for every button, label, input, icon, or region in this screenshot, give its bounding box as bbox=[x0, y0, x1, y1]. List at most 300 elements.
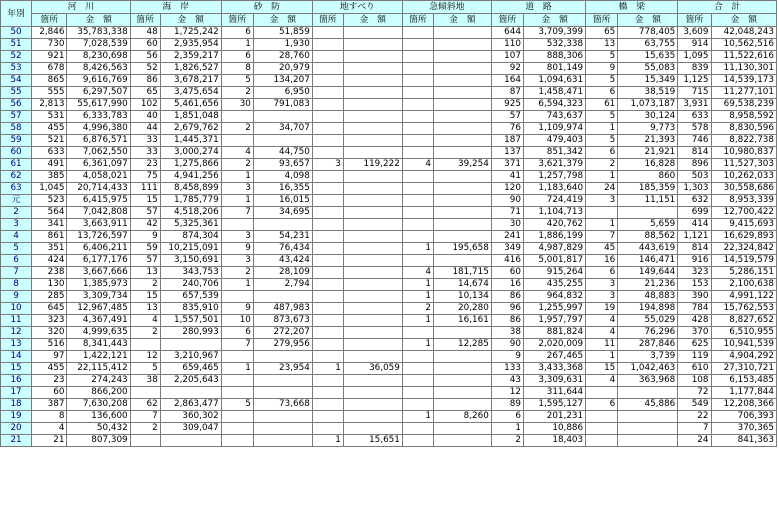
count-cell-road: 349 bbox=[491, 243, 523, 255]
amount-cell-total: 42,048,243 bbox=[711, 27, 777, 39]
count-cell-sabo: 6 bbox=[221, 327, 253, 339]
count-cell-sabo bbox=[221, 435, 253, 447]
year-cell: 19 bbox=[1, 411, 32, 423]
count-cell-total: 3,609 bbox=[678, 27, 711, 39]
count-cell-bridge: 5 bbox=[586, 111, 618, 123]
count-cell-bridge: 45 bbox=[586, 243, 618, 255]
count-cell-sabo: 1 bbox=[221, 363, 253, 375]
count-cell-steep-slope bbox=[402, 51, 433, 63]
table-row bbox=[1, 231, 777, 243]
count-cell-river: 130 bbox=[32, 279, 67, 291]
count-cell-steep-slope bbox=[402, 435, 433, 447]
amount-header-river: 金 額 bbox=[67, 14, 130, 27]
count-cell-road: 87 bbox=[491, 87, 523, 99]
count-cell-bridge: 3 bbox=[586, 195, 618, 207]
amount-cell-sabo: 791,083 bbox=[253, 99, 312, 111]
amount-cell-coast: 2,359,217 bbox=[160, 51, 221, 63]
count-cell-landslide bbox=[312, 351, 343, 363]
count-cell-bridge: 9 bbox=[586, 63, 618, 75]
count-cell-sabo: 3 bbox=[221, 231, 253, 243]
amount-cell-road: 479,403 bbox=[523, 135, 585, 147]
amount-cell-sabo: 20,979 bbox=[253, 63, 312, 75]
amount-cell-total: 6,153,485 bbox=[711, 375, 777, 387]
count-cell-total: 503 bbox=[678, 171, 711, 183]
count-cell-landslide bbox=[312, 51, 343, 63]
amount-cell-bridge: 21,393 bbox=[618, 135, 678, 147]
count-cell-sabo: 4 bbox=[221, 147, 253, 159]
count-cell-bridge: 6 bbox=[586, 399, 618, 411]
count-cell-steep-slope bbox=[402, 351, 433, 363]
amount-cell-bridge: 63,755 bbox=[618, 39, 678, 51]
header-subcolumn-row bbox=[1, 14, 777, 27]
amount-cell-bridge: 287,846 bbox=[618, 339, 678, 351]
amount-cell-total: 9,415,693 bbox=[711, 219, 777, 231]
count-cell-steep-slope: 1 bbox=[402, 315, 433, 327]
amount-cell-landslide bbox=[343, 399, 402, 411]
amount-cell-total: 11,522,616 bbox=[711, 51, 777, 63]
count-cell-landslide bbox=[312, 303, 343, 315]
amount-cell-coast: 280,993 bbox=[160, 327, 221, 339]
count-cell-sabo: 6 bbox=[221, 27, 253, 39]
amount-cell-river: 3,663,911 bbox=[67, 219, 130, 231]
count-cell-sabo: 1 bbox=[221, 195, 253, 207]
count-cell-total: 1,303 bbox=[678, 183, 711, 195]
amount-cell-sabo: 51,859 bbox=[253, 27, 312, 39]
year-cell: 21 bbox=[1, 435, 32, 447]
amount-cell-sabo: 93,657 bbox=[253, 159, 312, 171]
count-cell-sabo bbox=[221, 219, 253, 231]
year-cell: 2 bbox=[1, 207, 32, 219]
amount-cell-landslide bbox=[343, 147, 402, 159]
amount-cell-sabo bbox=[253, 411, 312, 423]
count-cell-total: 625 bbox=[678, 339, 711, 351]
count-cell-road: 43 bbox=[491, 375, 523, 387]
year-cell: 4 bbox=[1, 231, 32, 243]
count-cell-sabo: 1 bbox=[221, 279, 253, 291]
amount-cell-river: 6,406,211 bbox=[67, 243, 130, 255]
amount-cell-river: 7,630,208 bbox=[67, 399, 130, 411]
count-cell-coast: 48 bbox=[130, 27, 160, 39]
count-cell-river: 23 bbox=[32, 375, 67, 387]
amount-cell-road: 1,255,997 bbox=[523, 303, 585, 315]
amount-cell-road: 1,094,631 bbox=[523, 75, 585, 87]
count-cell-total: 1,095 bbox=[678, 51, 711, 63]
amount-cell-bridge bbox=[618, 207, 678, 219]
count-cell-total: 632 bbox=[678, 195, 711, 207]
table-row bbox=[1, 291, 777, 303]
count-cell-landslide bbox=[312, 219, 343, 231]
count-cell-river: 564 bbox=[32, 207, 67, 219]
amount-cell-coast: 309,047 bbox=[160, 423, 221, 435]
count-cell-bridge: 11 bbox=[586, 339, 618, 351]
count-cell-sabo: 5 bbox=[221, 399, 253, 411]
count-cell-sabo: 10 bbox=[221, 315, 253, 327]
amount-cell-river: 12,967,485 bbox=[67, 303, 130, 315]
amount-cell-sabo bbox=[253, 375, 312, 387]
year-cell: 52 bbox=[1, 51, 32, 63]
count-cell-total: 746 bbox=[678, 135, 711, 147]
amount-cell-steep-slope: 10,134 bbox=[433, 291, 491, 303]
amount-cell-bridge: 185,359 bbox=[618, 183, 678, 195]
amount-cell-coast: 1,557,501 bbox=[160, 315, 221, 327]
year-cell: 50 bbox=[1, 27, 32, 39]
amount-cell-total: 10,562,516 bbox=[711, 39, 777, 51]
amount-cell-sabo bbox=[253, 291, 312, 303]
amount-cell-river: 6,361,097 bbox=[67, 159, 130, 171]
count-cell-coast: 44 bbox=[130, 123, 160, 135]
amount-cell-river: 866,200 bbox=[67, 387, 130, 399]
count-cell-landslide bbox=[312, 183, 343, 195]
count-cell-bridge: 6 bbox=[586, 147, 618, 159]
amount-cell-total: 10,262,033 bbox=[711, 171, 777, 183]
amount-cell-steep-slope bbox=[433, 399, 491, 411]
table-row bbox=[1, 39, 777, 51]
amount-cell-coast: 1,275,866 bbox=[160, 159, 221, 171]
count-cell-sabo: 2 bbox=[221, 123, 253, 135]
amount-cell-steep-slope bbox=[433, 27, 491, 39]
amount-cell-coast: 10,215,091 bbox=[160, 243, 221, 255]
amount-cell-river: 6,876,571 bbox=[67, 135, 130, 147]
amount-cell-sabo: 54,231 bbox=[253, 231, 312, 243]
amount-cell-sabo: 34,695 bbox=[253, 207, 312, 219]
count-cell-road: 30 bbox=[491, 219, 523, 231]
year-cell: 11 bbox=[1, 315, 32, 327]
count-cell-landslide bbox=[312, 339, 343, 351]
amount-cell-road: 435,255 bbox=[523, 279, 585, 291]
count-cell-road: 41 bbox=[491, 171, 523, 183]
count-cell-total: 3,931 bbox=[678, 99, 711, 111]
amount-cell-road: 5,001,817 bbox=[523, 255, 585, 267]
count-cell-sabo: 7 bbox=[221, 207, 253, 219]
amount-cell-total: 10,980,837 bbox=[711, 147, 777, 159]
amount-cell-total: 4,991,122 bbox=[711, 291, 777, 303]
count-cell-coast bbox=[130, 339, 160, 351]
count-cell-total: 839 bbox=[678, 63, 711, 75]
count-cell-coast: 5 bbox=[130, 363, 160, 375]
amount-cell-sabo: 487,983 bbox=[253, 303, 312, 315]
count-cell-total: 549 bbox=[678, 399, 711, 411]
year-cell: 3 bbox=[1, 219, 32, 231]
table-row bbox=[1, 363, 777, 375]
amount-cell-total: 15,762,553 bbox=[711, 303, 777, 315]
amount-cell-river: 7,062,550 bbox=[67, 147, 130, 159]
count-cell-landslide bbox=[312, 375, 343, 387]
table-row bbox=[1, 159, 777, 171]
count-cell-total: 916 bbox=[678, 255, 711, 267]
amount-cell-sabo: 76,434 bbox=[253, 243, 312, 255]
count-cell-road: 57 bbox=[491, 111, 523, 123]
amount-cell-bridge: 55,029 bbox=[618, 315, 678, 327]
amount-cell-bridge: 363,968 bbox=[618, 375, 678, 387]
count-cell-river: 678 bbox=[32, 63, 67, 75]
count-cell-steep-slope bbox=[402, 171, 433, 183]
table-row bbox=[1, 183, 777, 195]
count-cell-road: 416 bbox=[491, 255, 523, 267]
amount-cell-steep-slope: 14,674 bbox=[433, 279, 491, 291]
amount-cell-landslide bbox=[343, 195, 402, 207]
count-cell-bridge bbox=[586, 207, 618, 219]
count-cell-river: 555 bbox=[32, 87, 67, 99]
count-header-road: 箇所 bbox=[491, 14, 523, 27]
amount-cell-sabo: 2,794 bbox=[253, 279, 312, 291]
count-cell-sabo bbox=[221, 351, 253, 363]
amount-cell-road: 1,183,640 bbox=[523, 183, 585, 195]
amount-cell-landslide bbox=[343, 27, 402, 39]
table-row bbox=[1, 375, 777, 387]
amount-cell-road: 743,637 bbox=[523, 111, 585, 123]
amount-cell-coast: 657,539 bbox=[160, 291, 221, 303]
count-cell-bridge: 3 bbox=[586, 279, 618, 291]
count-cell-steep-slope bbox=[402, 231, 433, 243]
amount-cell-total: 2,100,638 bbox=[711, 279, 777, 291]
amount-cell-road: 6,594,323 bbox=[523, 99, 585, 111]
amount-cell-sabo: 34,707 bbox=[253, 123, 312, 135]
amount-cell-coast: 4,518,206 bbox=[160, 207, 221, 219]
table-row bbox=[1, 387, 777, 399]
amount-cell-road: 4,987,829 bbox=[523, 243, 585, 255]
group-header-sabo: 砂 防 bbox=[221, 1, 312, 14]
year-cell: 9 bbox=[1, 291, 32, 303]
table-row bbox=[1, 147, 777, 159]
year-cell: 51 bbox=[1, 39, 32, 51]
amount-cell-road: 3,309,631 bbox=[523, 375, 585, 387]
amount-cell-bridge: 194,898 bbox=[618, 303, 678, 315]
amount-cell-total: 6,510,955 bbox=[711, 327, 777, 339]
count-cell-landslide bbox=[312, 171, 343, 183]
amount-cell-sabo: 272,207 bbox=[253, 327, 312, 339]
count-cell-road: 371 bbox=[491, 159, 523, 171]
group-header-steep-slope: 急傾斜地 bbox=[402, 1, 491, 14]
amount-cell-steep-slope bbox=[433, 39, 491, 51]
count-cell-sabo: 1 bbox=[221, 39, 253, 51]
amount-cell-road: 964,832 bbox=[523, 291, 585, 303]
amount-cell-steep-slope bbox=[433, 195, 491, 207]
count-cell-steep-slope bbox=[402, 207, 433, 219]
year-cell: 12 bbox=[1, 327, 32, 339]
amount-cell-coast: 874,304 bbox=[160, 231, 221, 243]
amount-cell-coast: 360,302 bbox=[160, 411, 221, 423]
amount-cell-river: 9,616,769 bbox=[67, 75, 130, 87]
amount-cell-coast: 1,785,779 bbox=[160, 195, 221, 207]
count-cell-steep-slope bbox=[402, 63, 433, 75]
amount-cell-road: 1,109,974 bbox=[523, 123, 585, 135]
count-cell-landslide bbox=[312, 315, 343, 327]
amount-cell-landslide bbox=[343, 99, 402, 111]
amount-cell-river: 4,996,380 bbox=[67, 123, 130, 135]
group-header-coast: 海 岸 bbox=[130, 1, 221, 14]
year-cell: 20 bbox=[1, 423, 32, 435]
count-cell-river: 238 bbox=[32, 267, 67, 279]
amount-cell-bridge bbox=[618, 435, 678, 447]
amount-cell-road: 801,149 bbox=[523, 63, 585, 75]
count-cell-river: 351 bbox=[32, 243, 67, 255]
table-row bbox=[1, 99, 777, 111]
amount-cell-road: 724,419 bbox=[523, 195, 585, 207]
amount-cell-coast: 1,826,527 bbox=[160, 63, 221, 75]
amount-cell-total: 14,519,579 bbox=[711, 255, 777, 267]
count-cell-coast: 13 bbox=[130, 303, 160, 315]
amount-cell-bridge bbox=[618, 411, 678, 423]
count-cell-river: 8 bbox=[32, 411, 67, 423]
year-cell: 63 bbox=[1, 183, 32, 195]
amount-cell-total: 22,324,842 bbox=[711, 243, 777, 255]
amount-cell-steep-slope bbox=[433, 99, 491, 111]
count-cell-river: 60 bbox=[32, 387, 67, 399]
amount-cell-landslide bbox=[343, 387, 402, 399]
amount-cell-steep-slope bbox=[433, 435, 491, 447]
amount-cell-landslide bbox=[343, 303, 402, 315]
count-cell-coast bbox=[130, 435, 160, 447]
amount-cell-total: 30,558,686 bbox=[711, 183, 777, 195]
table-row bbox=[1, 195, 777, 207]
count-cell-coast: 13 bbox=[130, 267, 160, 279]
amount-cell-landslide bbox=[343, 207, 402, 219]
amount-cell-road: 267,465 bbox=[523, 351, 585, 363]
count-cell-steep-slope bbox=[402, 195, 433, 207]
count-cell-landslide bbox=[312, 111, 343, 123]
amount-cell-road: 1,595,127 bbox=[523, 399, 585, 411]
count-cell-total: 24 bbox=[678, 435, 711, 447]
table-row bbox=[1, 435, 777, 447]
amount-cell-steep-slope: 20,280 bbox=[433, 303, 491, 315]
amount-cell-river: 7,042,808 bbox=[67, 207, 130, 219]
amount-cell-steep-slope: 181,715 bbox=[433, 267, 491, 279]
count-cell-sabo bbox=[221, 387, 253, 399]
year-column-header: 年別 bbox=[1, 1, 32, 27]
count-cell-bridge: 4 bbox=[586, 315, 618, 327]
count-cell-bridge: 65 bbox=[586, 27, 618, 39]
count-cell-landslide bbox=[312, 267, 343, 279]
amount-cell-steep-slope bbox=[433, 87, 491, 99]
count-cell-bridge: 5 bbox=[586, 51, 618, 63]
count-cell-coast: 111 bbox=[130, 183, 160, 195]
count-cell-road: 187 bbox=[491, 135, 523, 147]
table-row bbox=[1, 423, 777, 435]
amount-cell-sabo: 873,673 bbox=[253, 315, 312, 327]
amount-cell-bridge: 48,883 bbox=[618, 291, 678, 303]
amount-cell-road: 201,231 bbox=[523, 411, 585, 423]
year-cell: 58 bbox=[1, 123, 32, 135]
amount-cell-coast: 2,935,954 bbox=[160, 39, 221, 51]
amount-cell-steep-slope bbox=[433, 123, 491, 135]
count-cell-total: 119 bbox=[678, 351, 711, 363]
count-cell-river: 531 bbox=[32, 111, 67, 123]
amount-cell-road: 2,020,009 bbox=[523, 339, 585, 351]
amount-cell-steep-slope: 16,161 bbox=[433, 315, 491, 327]
count-cell-road: 12 bbox=[491, 387, 523, 399]
amount-cell-landslide bbox=[343, 75, 402, 87]
amount-cell-coast: 1,725,242 bbox=[160, 27, 221, 39]
count-cell-total: 153 bbox=[678, 279, 711, 291]
amount-cell-river: 6,415,975 bbox=[67, 195, 130, 207]
amount-header-coast: 金 額 bbox=[160, 14, 221, 27]
amount-cell-steep-slope bbox=[433, 183, 491, 195]
amount-cell-sabo: 4,098 bbox=[253, 171, 312, 183]
amount-cell-landslide bbox=[343, 111, 402, 123]
amount-cell-bridge: 76,296 bbox=[618, 327, 678, 339]
count-cell-sabo: 8 bbox=[221, 63, 253, 75]
count-cell-road: 9 bbox=[491, 351, 523, 363]
amount-cell-river: 4,058,021 bbox=[67, 171, 130, 183]
count-cell-bridge: 4 bbox=[586, 327, 618, 339]
count-cell-total: 784 bbox=[678, 303, 711, 315]
amount-cell-total: 8,822,738 bbox=[711, 135, 777, 147]
year-cell: 62 bbox=[1, 171, 32, 183]
year-cell: 60 bbox=[1, 147, 32, 159]
year-cell: 53 bbox=[1, 63, 32, 75]
count-cell-bridge: 7 bbox=[586, 231, 618, 243]
count-cell-road: 644 bbox=[491, 27, 523, 39]
amount-cell-steep-slope: 195,658 bbox=[433, 243, 491, 255]
table-row bbox=[1, 243, 777, 255]
year-cell: 14 bbox=[1, 351, 32, 363]
amount-cell-road: 1,957,797 bbox=[523, 315, 585, 327]
count-cell-bridge: 2 bbox=[586, 159, 618, 171]
count-cell-total: 1,125 bbox=[678, 75, 711, 87]
count-cell-bridge: 5 bbox=[586, 75, 618, 87]
count-cell-landslide bbox=[312, 123, 343, 135]
amount-cell-road: 420,762 bbox=[523, 219, 585, 231]
amount-cell-road: 851,342 bbox=[523, 147, 585, 159]
amount-cell-bridge: 860 bbox=[618, 171, 678, 183]
count-cell-steep-slope: 1 bbox=[402, 411, 433, 423]
amount-cell-sabo bbox=[253, 423, 312, 435]
amount-cell-total: 12,208,366 bbox=[711, 399, 777, 411]
count-cell-bridge bbox=[586, 435, 618, 447]
amount-cell-coast bbox=[160, 435, 221, 447]
amount-cell-coast: 3,678,217 bbox=[160, 75, 221, 87]
count-cell-sabo: 3 bbox=[221, 183, 253, 195]
count-cell-landslide bbox=[312, 423, 343, 435]
count-cell-road: 38 bbox=[491, 327, 523, 339]
count-cell-river: 633 bbox=[32, 147, 67, 159]
amount-cell-landslide bbox=[343, 267, 402, 279]
amount-cell-road: 311,644 bbox=[523, 387, 585, 399]
amount-cell-river: 13,726,597 bbox=[67, 231, 130, 243]
count-cell-steep-slope bbox=[402, 255, 433, 267]
group-header-landslide: 地すべり bbox=[312, 1, 402, 14]
amount-cell-landslide bbox=[343, 39, 402, 51]
amount-cell-river: 8,426,563 bbox=[67, 63, 130, 75]
amount-cell-steep-slope bbox=[433, 387, 491, 399]
count-cell-river: 21 bbox=[32, 435, 67, 447]
count-cell-steep-slope bbox=[402, 219, 433, 231]
count-cell-river: 385 bbox=[32, 171, 67, 183]
amount-cell-bridge: 11,151 bbox=[618, 195, 678, 207]
count-cell-river: 516 bbox=[32, 339, 67, 351]
count-cell-landslide: 1 bbox=[312, 435, 343, 447]
count-cell-coast: 86 bbox=[130, 75, 160, 87]
count-cell-landslide bbox=[312, 411, 343, 423]
amount-cell-bridge: 9,773 bbox=[618, 123, 678, 135]
count-cell-river: 2,813 bbox=[32, 99, 67, 111]
table-row bbox=[1, 219, 777, 231]
table-row bbox=[1, 327, 777, 339]
amount-cell-bridge: 5,659 bbox=[618, 219, 678, 231]
amount-cell-steep-slope bbox=[433, 75, 491, 87]
count-cell-total: 390 bbox=[678, 291, 711, 303]
count-cell-total: 22 bbox=[678, 411, 711, 423]
count-cell-river: 323 bbox=[32, 315, 67, 327]
amount-cell-sabo: 279,956 bbox=[253, 339, 312, 351]
count-cell-coast: 7 bbox=[130, 411, 160, 423]
count-cell-road: 925 bbox=[491, 99, 523, 111]
count-cell-steep-slope bbox=[402, 423, 433, 435]
amount-cell-steep-slope bbox=[433, 135, 491, 147]
amount-cell-coast: 3,000,274 bbox=[160, 147, 221, 159]
count-cell-steep-slope bbox=[402, 375, 433, 387]
year-cell: 57 bbox=[1, 111, 32, 123]
